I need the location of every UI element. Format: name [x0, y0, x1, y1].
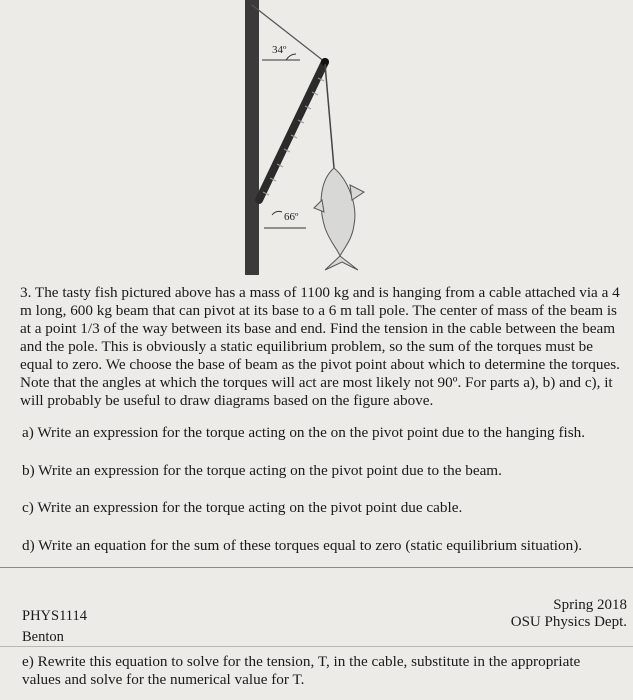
top-angle-label: 34º	[272, 44, 287, 56]
page-divider	[0, 567, 633, 568]
question-a: a) Write an expression for the torque acting on the on the pivot point due to the hanging fish.	[22, 424, 586, 441]
page-break-line	[0, 646, 633, 647]
beam-pole-fish-figure	[0, 0, 633, 275]
question-c: c) Write an expression for the torque acting on the pivot point due cable.	[22, 499, 463, 516]
question-d: d) Write an equation for the sum of these torques equal to zero (static equilibrium situation).	[22, 537, 583, 554]
problem-statement: 3. The tasty fish pictured above has a mass of 1100 kg and is hanging from a cable attached via a 4 m long, 600 kg beam that can pivot at its base to a 6 m tall pole. The center of mass of the beam is at a point 1/3 of the way between its base and end. Find the tension in the cable between the beam and the pole. This is obviously a static equilibrium problem, so the sum of the torques must be equal to zero. We choose the base of beam as the pivot point about which to determine the torques. Note that the angles at which the torques will act are most likely not 90º. For parts a), b) and c), it will probably be useful to draw diagrams based on the figure above.	[20, 284, 620, 409]
bottom-angle-label: 66º	[284, 211, 299, 223]
author-name: Benton	[22, 629, 64, 645]
question-e: e) Rewrite this equation to solve for the tension, T, in the cable, substitute in the appropriate values and solve for the numerical value for T.	[22, 653, 581, 688]
course-code: PHYS1114	[22, 608, 87, 624]
department-label: OSU Physics Dept.	[510, 614, 627, 630]
pole	[245, 0, 259, 275]
term-label: Spring 2018	[553, 597, 627, 613]
question-b: b) Write an expression for the torque acting on the pivot point due to the beam.	[22, 462, 502, 479]
